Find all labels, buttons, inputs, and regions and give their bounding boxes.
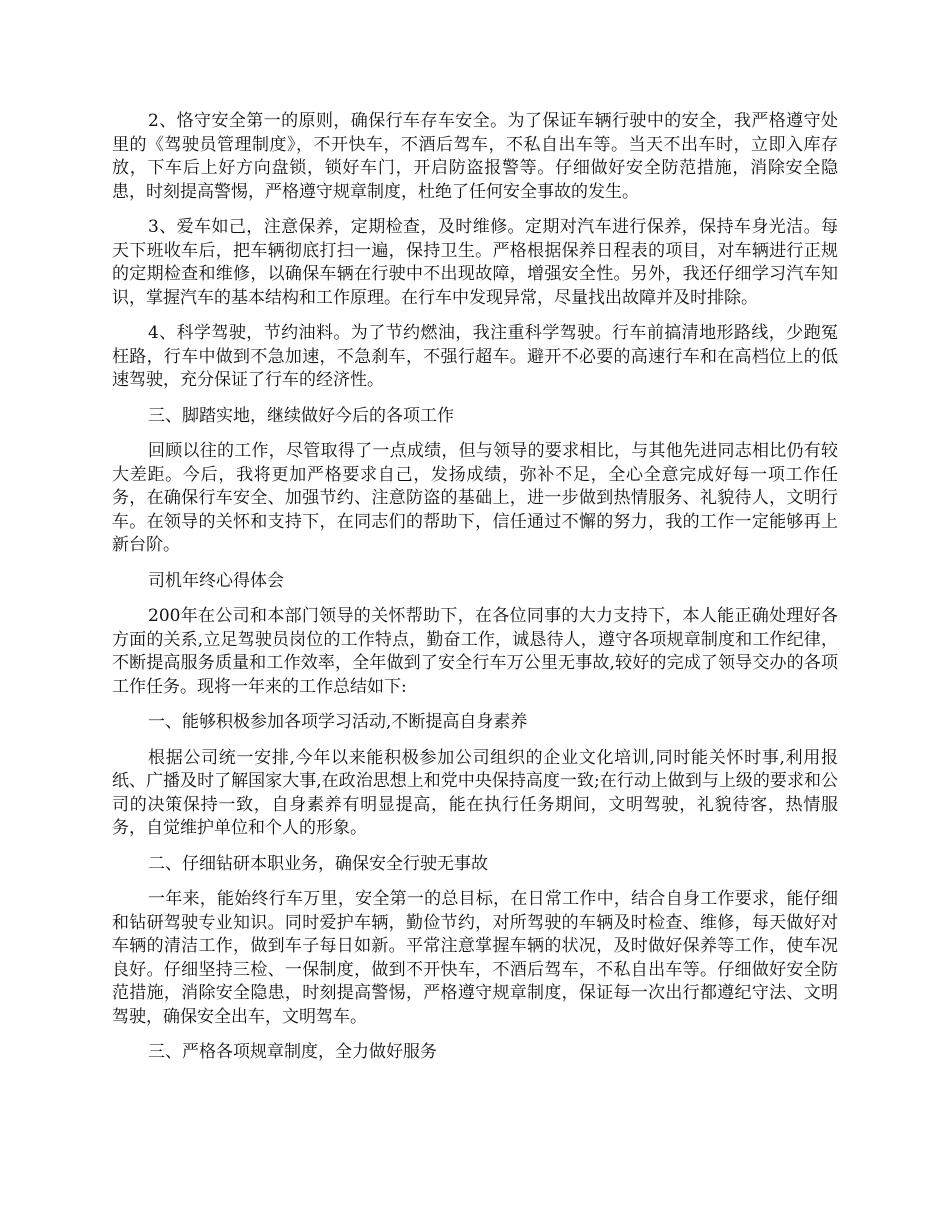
heading-driver-year-end: 司机年终心得体会 bbox=[148, 570, 284, 591]
heading-3-strict-rules: 三、严格各项规章制度，全力做好服务 bbox=[148, 1042, 437, 1062]
para-3-car-care: 3、爱车如己，注意保养，定期检查，及时维修。定期对汽车进行保养，保持车身光洁。每天下班收车后，把车辆彻底打扫一遍，保持卫生。严格根据保养日程表的项目，对车辆进行正规的定期检查和维修，以确保车辆在行驶中不出现故障，增强安全性。另外，我还仔细学习汽车知识，掌握汽车的基本结构和工作原理。在行车中发现异常，尽量找出故障并及时排除。 bbox=[112, 217, 838, 308]
document-page bbox=[112, 110, 838, 1077]
heading-1-study: 一、能够积极参加各项学习活动,不断提高自身素养 bbox=[148, 712, 528, 732]
heading-2-safe-driving: 二、仔细钻研本职业务，确保安全行驶无事故 bbox=[148, 853, 488, 874]
heading-3-future-work: 三、脚踏实地，继续做好今后的各项工作 bbox=[148, 405, 454, 426]
para-2-safety-first: 2、恪守安全第一的原则，确保行车存车安全。为了保证车辆行驶中的安全，我严格遵守处里的《驾驶员管理制度》，不开快车，不酒后驾车，不私自出车等。当天不出车时，立即入库存放，下车后上好方向盘锁，锁好车门，开启防盗报警等。仔细做好安全防范措施，消除安全隐患，时刻提高警惕，严格遵守规章制度，杜绝了任何安全事故的发生。 bbox=[112, 111, 838, 202]
para-safe-driving: 一年来，能始终行车万里，安全第一的总目标，在日常工作中，结合自身工作要求，能仔细和钻研驾驶专业知识。同时爱护车辆，勤俭节约，对所驾驶的车辆及时检查、维修，每天做好对车辆的清洁工作，做到车子每日如新。平常注意掌握车辆的状况，及时做好保养等工作，使车况良好。仔细坚持三检、一保制度，做到不开快车，不酒后驾车，不私自出车等。仔细做好安全防范措施，消除安全隐患，时刻提高警惕，严格遵守规章制度，保证每一次出行都遵纪守法、文明驾驶，确保安全出车，文明驾车。 bbox=[112, 889, 838, 1027]
para-study: 根据公司统一安排,今年以来能积极参加公司组织的企业文化培训,同时能关怀时事,利用报纸、广播及时了解国家大事,在政治思想上和党中央保持高度一致;在行动上做到与上级的要求和公司的决策保持一致，自身素养有明显提高，能在执行任务期间，文明驾驶，礼貌待客，热情服务，自觉维护单位和个人的形象。 bbox=[112, 747, 838, 838]
para-intro-200-year: 200年在公司和本部门领导的关怀帮助下，在各位同事的大力支持下，本人能正确处理好各方面的关系,立足驾驶员岗位的工作特点，勤奋工作，诚恳待人，遵守各项规章制度和工作纪律，不断提高服务质量和工作效率，全年做到了安全行车万公里无事故,较好的完成了领导交办的各项工作任务。现将一年来的工作总结如下: bbox=[112, 606, 838, 697]
para-review: 回顾以往的工作，尽管取得了一点成绩，但与领导的要求相比，与其他先进同志相比仍有较大差距。今后，我将更加严格要求自己，发扬成绩，弥补不足，全心全意完成好每一项工作任务，在确保行车安全、加强节约、注意防盗的基础上，进一步做到热情服务、礼貌待人，文明行车。在领导的关怀和支持下，在同志们的帮助下，信任通过不懈的努力，我的工作一定能够再上新台阶。 bbox=[112, 441, 838, 555]
para-4-fuel-saving: 4、科学驾驶，节约油料。为了节约燃油，我注重科学驾驶。行车前搞清地形路线，少跑冤枉路，行车中做到不急加速，不急刹车，不强行超车。避开不必要的高速行车和在高档位上的低速驾驶，充分保证了行车的经济性。 bbox=[112, 323, 838, 390]
